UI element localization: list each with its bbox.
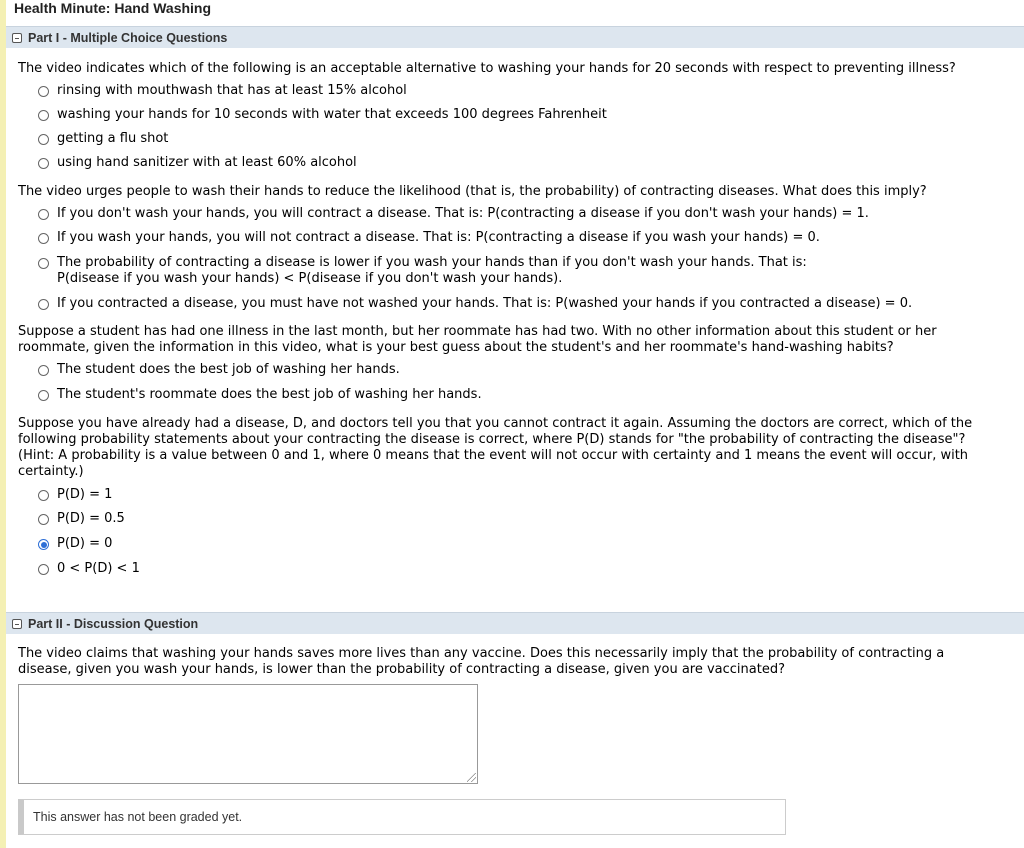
option-label: The probability of contracting a disease is lower if you wash your hands than if you don't wash your hands. That is: xyxy=(57,255,807,270)
radio-button[interactable] xyxy=(38,86,49,97)
discussion-question-line2: disease, given you wash your hands, is lower than the probability of contracting a disease, given you are vaccinated? xyxy=(18,662,785,677)
q4-option-4[interactable] xyxy=(38,561,140,577)
q2-option-2[interactable] xyxy=(38,230,820,246)
question-3-line2: roommate, given the information in this video, what is your best guess about the student's and her roommate's hand-washing habits? xyxy=(18,340,894,355)
question-4-line1: Suppose you have already had a disease, D, and doctors tell you that you cannot contract it again. Assuming the doctors are correct, which of the xyxy=(18,416,973,431)
question-4-text xyxy=(18,416,972,480)
option-label: using hand sanitizer with at least 60% alcohol xyxy=(57,155,357,170)
option-label: washing your hands for 10 seconds with water that exceeds 100 degrees Fahrenheit xyxy=(57,107,607,122)
part1-header[interactable] xyxy=(6,26,1024,48)
option-label-group xyxy=(57,255,807,287)
radio-button[interactable] xyxy=(38,365,49,376)
part1-header-label: Part I - Multiple Choice Questions xyxy=(28,30,228,45)
option-label: rinsing with mouthwash that has at least 15% alcohol xyxy=(57,83,407,98)
grading-status-text: This answer has not been graded yet. xyxy=(33,810,243,824)
discussion-question-line1: The video claims that washing your hands saves more lives than any vaccine. Does this necessarily imply that the probability of contracting a xyxy=(18,646,945,661)
q2-option-4[interactable] xyxy=(38,296,912,312)
radio-button[interactable] xyxy=(38,134,49,145)
option-label: getting a flu shot xyxy=(57,131,169,146)
option-label: P(D) = 0 xyxy=(57,536,113,551)
q4-option-2[interactable] xyxy=(38,511,125,527)
question-3-line1: Suppose a student has had one illness in the last month, but her roommate has had two. With no other information about this student or her xyxy=(18,324,937,339)
option-label: If you don't wash your hands, you will contract a disease. That is: P(contracting a disease if you don't wash your hands) = 1. xyxy=(57,206,869,221)
question-1-text: The video indicates which of the following is an acceptable alternative to washing your hands for 20 seconds with respect to preventing illness? xyxy=(18,61,956,76)
radio-button[interactable] xyxy=(38,209,49,220)
q2-option-1[interactable] xyxy=(38,206,869,222)
q4-option-3[interactable] xyxy=(38,536,112,552)
q2-option-3[interactable] xyxy=(38,255,807,287)
radio-button[interactable] xyxy=(38,299,49,310)
radio-button[interactable] xyxy=(38,490,49,501)
part2-header[interactable] xyxy=(6,612,1024,634)
option-label: The student's roommate does the best job of washing her hands. xyxy=(57,387,482,402)
option-label: If you wash your hands, you will not contract a disease. That is: P(contracting a disease if you wash your hands) = 0. xyxy=(57,230,820,245)
q3-option-2[interactable] xyxy=(38,387,482,403)
q4-option-1[interactable] xyxy=(38,487,112,503)
radio-button[interactable] xyxy=(38,390,49,401)
discussion-question-text xyxy=(18,646,944,678)
answer-textarea[interactable] xyxy=(18,684,478,784)
question-4-line2: following probability statements about your contracting the disease is correct, where P(D) stands for "the probability of contracting the disease"? xyxy=(18,432,966,447)
question-3-text xyxy=(18,324,937,356)
q1-option-3[interactable] xyxy=(38,131,168,147)
radio-button[interactable] xyxy=(38,258,49,269)
page-title: Health Minute: Hand Washing xyxy=(14,0,212,16)
radio-button[interactable] xyxy=(38,514,49,525)
option-label: If you contracted a disease, you must have not washed your hands. That is: P(washed your hands if you contracted a disease) = 0. xyxy=(57,296,913,311)
q3-option-1[interactable] xyxy=(38,362,400,378)
question-4-line4: certainty.) xyxy=(18,464,84,479)
q1-option-2[interactable] xyxy=(38,107,607,123)
radio-button-selected[interactable] xyxy=(38,539,49,550)
option-label-line2: P(disease if you wash your hands) < P(disease if you don't wash your hands). xyxy=(57,271,563,286)
radio-button[interactable] xyxy=(38,233,49,244)
q1-option-4[interactable] xyxy=(38,155,357,171)
option-label: P(D) = 1 xyxy=(57,487,113,502)
radio-button[interactable] xyxy=(38,158,49,169)
grading-status xyxy=(18,799,786,835)
option-label: The student does the best job of washing her hands. xyxy=(57,362,400,377)
collapse-icon[interactable] xyxy=(12,33,22,43)
option-label: P(D) = 0.5 xyxy=(57,511,125,526)
radio-button[interactable] xyxy=(38,110,49,121)
collapse-icon[interactable] xyxy=(12,619,22,629)
question-2-text: The video urges people to wash their hands to reduce the likelihood (that is, the probability) of contracting diseases. What does this imply? xyxy=(18,184,927,199)
assignment-page xyxy=(6,0,1024,848)
part2-header-label: Part II - Discussion Question xyxy=(28,616,199,631)
q1-option-1[interactable] xyxy=(38,83,407,99)
radio-button[interactable] xyxy=(38,564,49,575)
question-4-line3: (Hint: A probability is a value between 0 and 1, where 0 means that the event will not occur with certainty and 1 means the event will occur, with xyxy=(18,448,969,463)
option-label: 0 < P(D) < 1 xyxy=(57,561,140,576)
